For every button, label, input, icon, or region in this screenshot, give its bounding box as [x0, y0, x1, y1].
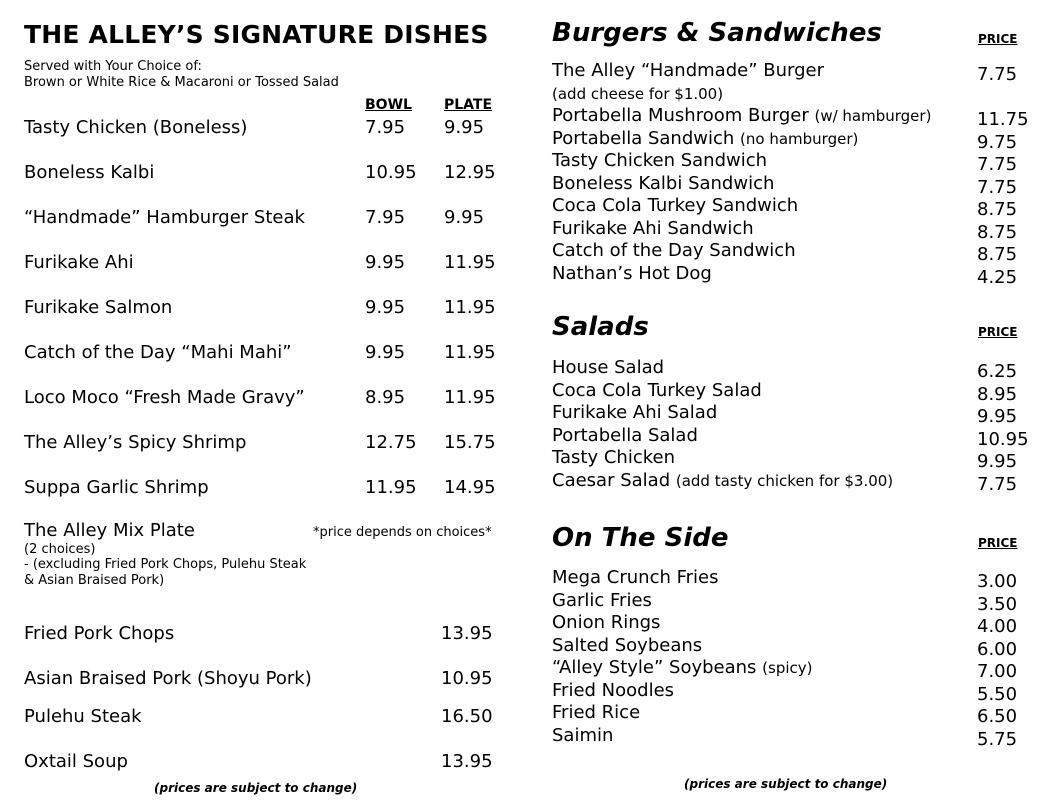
plate-price: 15.75 — [444, 432, 496, 453]
salads-price-header: PRICE — [978, 325, 1018, 339]
sides-item-price: 6.50 — [977, 706, 1018, 727]
salads-item-label: House Salad — [552, 357, 665, 378]
sides-item-label: Onion Rings — [552, 612, 661, 633]
burgers-item-price: 8.75 — [977, 221, 1018, 243]
extra-dish-name: Asian Braised Pork (Shoyu Pork) — [24, 668, 312, 689]
sides-item-price: 4.00 — [977, 616, 1018, 637]
burgers-item-note: (w/ hamburger) — [814, 107, 932, 125]
burgers-item-label: Furikake Ahi Sandwich — [552, 217, 754, 239]
extra-dish-price: 13.95 — [441, 751, 493, 772]
salads-item-price: 6.25 — [977, 361, 1018, 382]
signature-dish-name: The Alley’s Spicy Shrimp — [24, 432, 247, 453]
signature-dish-name: Furikake Ahi — [24, 252, 134, 273]
sides-item-price: 5.50 — [977, 683, 1018, 705]
mix-plate-line-3: & Asian Braised Pork) — [24, 573, 165, 588]
burgers-item-name — [552, 195, 798, 218]
salads-item-name — [552, 425, 698, 448]
burgers-item-label: (add cheese for $1.00) — [552, 84, 724, 103]
salads-title: Salads — [552, 312, 649, 342]
burgers-item-label: The Alley “Handmade” Burger — [552, 60, 824, 81]
burgers-item-name — [552, 240, 796, 263]
extra-dish-price: 13.95 — [441, 623, 493, 644]
salads-item-label: Tasty Chicken — [552, 447, 675, 468]
burgers-item-name — [552, 105, 931, 128]
bowl-price: 9.95 — [365, 342, 406, 363]
sides-item-name — [552, 635, 702, 658]
burgers-item-price: 9.75 — [977, 131, 1018, 153]
plate-price: 14.95 — [444, 477, 496, 498]
burgers-item-name — [552, 218, 754, 241]
sides-item-name — [552, 680, 674, 703]
salads-item-price: 10.95 — [977, 428, 1029, 450]
salads-item-label: Caesar Salad — [552, 469, 671, 491]
signature-dish-name: “Handmade” Hamburger Steak — [24, 207, 305, 228]
mix-plate-name: The Alley Mix Plate — [24, 520, 195, 541]
burgers-item-name — [552, 83, 723, 106]
burgers-item-name — [552, 150, 767, 173]
sides-item-name — [552, 657, 813, 680]
salads-item-price: 7.75 — [977, 473, 1018, 495]
salads-item-label: Furikake Ahi Salad — [552, 402, 718, 423]
sides-item-price: 3.50 — [977, 593, 1018, 615]
burgers-item-label: Portabella Mushroom Burger — [552, 105, 809, 126]
sides-item-label: Salted Soybeans — [552, 634, 703, 656]
sides-item-price: 3.00 — [977, 571, 1018, 592]
mix-plate-price-note: *price depends on choices* — [313, 525, 492, 540]
signature-dish-name: Catch of the Day “Mahi Mahi” — [24, 342, 292, 363]
sides-item-label: “Alley Style” Soybeans — [552, 657, 757, 678]
sides-title: On The Side — [552, 523, 729, 553]
burgers-item-label: Boneless Kalbi Sandwich — [552, 172, 775, 194]
burgers-item-name — [552, 128, 858, 151]
burgers-item-label: Nathan’s Hot Dog — [552, 262, 712, 284]
sides-item-name — [552, 725, 613, 748]
salads-item-name — [552, 470, 893, 493]
sides-item-label: Garlic Fries — [552, 589, 652, 611]
plate-price: 9.95 — [444, 207, 485, 228]
plate-price: 11.95 — [444, 297, 496, 318]
burgers-item-note: (no hamburger) — [740, 129, 859, 148]
served-line-1: Served with Your Choice of: — [24, 59, 202, 74]
sides-item-note: (spicy) — [762, 659, 813, 677]
plate-price: 12.95 — [444, 162, 496, 183]
burgers-item-label: Coca Cola Turkey Sandwich — [552, 195, 799, 216]
burgers-item-price: 7.75 — [977, 154, 1018, 175]
salads-item-label: Coca Cola Turkey Salad — [552, 379, 762, 401]
mix-plate-line-2: - (excluding Fried Pork Chops, Pulehu Steak — [24, 557, 307, 572]
salads-item-name — [552, 357, 664, 380]
sides-item-name — [552, 590, 652, 613]
signature-footer: (prices are subject to change) — [154, 781, 358, 795]
bowl-column-header: BOWL — [365, 97, 412, 113]
burgers-item-price: 7.75 — [977, 176, 1018, 198]
burgers-price-header: PRICE — [978, 32, 1018, 46]
sides-item-label: Mega Crunch Fries — [552, 567, 719, 588]
bowl-price: 9.95 — [365, 252, 406, 273]
mix-plate-line-1: (2 choices) — [24, 542, 96, 557]
signature-dish-name: Furikake Salmon — [24, 297, 173, 318]
bowl-price: 7.95 — [365, 117, 406, 138]
salads-item-price: 9.95 — [977, 406, 1018, 427]
sides-item-price: 5.75 — [977, 728, 1018, 750]
burgers-item-name — [552, 173, 774, 196]
bowl-price: 11.95 — [365, 477, 417, 498]
burgers-item-price: 7.75 — [977, 64, 1018, 85]
plate-price: 11.95 — [444, 342, 496, 363]
signature-dish-name: Loco Moco “Fresh Made Gravy” — [24, 387, 305, 408]
sides-item-name — [552, 612, 660, 635]
salads-item-price: 9.95 — [977, 451, 1018, 472]
salads-item-label: Portabella Salad — [552, 424, 698, 446]
bowl-price: 9.95 — [365, 297, 406, 318]
signature-dish-name: Tasty Chicken (Boneless) — [24, 117, 248, 138]
sides-price-header: PRICE — [978, 536, 1018, 550]
sides-item-label: Fried Noodles — [552, 679, 675, 701]
salads-item-price: 8.95 — [977, 383, 1018, 405]
burgers-item-price: 8.75 — [977, 244, 1018, 265]
extra-dish-price: 16.50 — [441, 706, 493, 727]
salads-item-name — [552, 380, 762, 403]
sides-item-price: 6.00 — [977, 638, 1018, 660]
plate-price: 11.95 — [444, 252, 496, 273]
salads-item-name — [552, 402, 717, 425]
bowl-price: 7.95 — [365, 207, 406, 228]
signature-dish-name: Suppa Garlic Shrimp — [24, 477, 209, 498]
signature-dish-name: Boneless Kalbi — [24, 162, 155, 183]
sides-item-name — [552, 702, 640, 725]
plate-column-header: PLATE — [444, 97, 493, 113]
burgers-item-label: Portabella Sandwich — [552, 127, 735, 149]
sides-footer: (prices are subject to change) — [684, 777, 888, 791]
burgers-item-price: 8.75 — [977, 199, 1018, 220]
burgers-item-name — [552, 263, 712, 286]
burgers-item-name — [552, 60, 824, 83]
sides-item-label: Saimin — [552, 724, 614, 746]
bowl-price: 12.75 — [365, 432, 417, 453]
burgers-item-label: Tasty Chicken Sandwich — [552, 150, 768, 171]
burgers-item-label: Catch of the Day Sandwich — [552, 240, 796, 261]
extra-dish-name: Fried Pork Chops — [24, 623, 175, 644]
plate-price: 11.95 — [444, 387, 496, 408]
burgers-item-price: 4.25 — [977, 266, 1018, 288]
sides-item-label: Fried Rice — [552, 702, 641, 723]
bowl-price: 8.95 — [365, 387, 406, 408]
burgers-item-price: 11.75 — [977, 109, 1029, 130]
extra-dish-name: Oxtail Soup — [24, 751, 128, 772]
sides-item-name — [552, 567, 719, 590]
extra-dish-price: 10.95 — [441, 668, 493, 689]
served-line-2: Brown or White Rice & Macaroni or Tossed Salad — [24, 75, 339, 90]
signature-title: THE ALLEY’S SIGNATURE DISHES — [24, 20, 489, 49]
salads-item-name — [552, 447, 675, 470]
sides-item-price: 7.00 — [977, 661, 1018, 682]
bowl-price: 10.95 — [365, 162, 417, 183]
salads-item-note: (add tasty chicken for $3.00) — [675, 471, 894, 490]
plate-price: 9.95 — [444, 117, 485, 138]
extra-dish-name: Pulehu Steak — [24, 706, 142, 727]
burgers-title: Burgers & Sandwiches — [552, 18, 882, 48]
